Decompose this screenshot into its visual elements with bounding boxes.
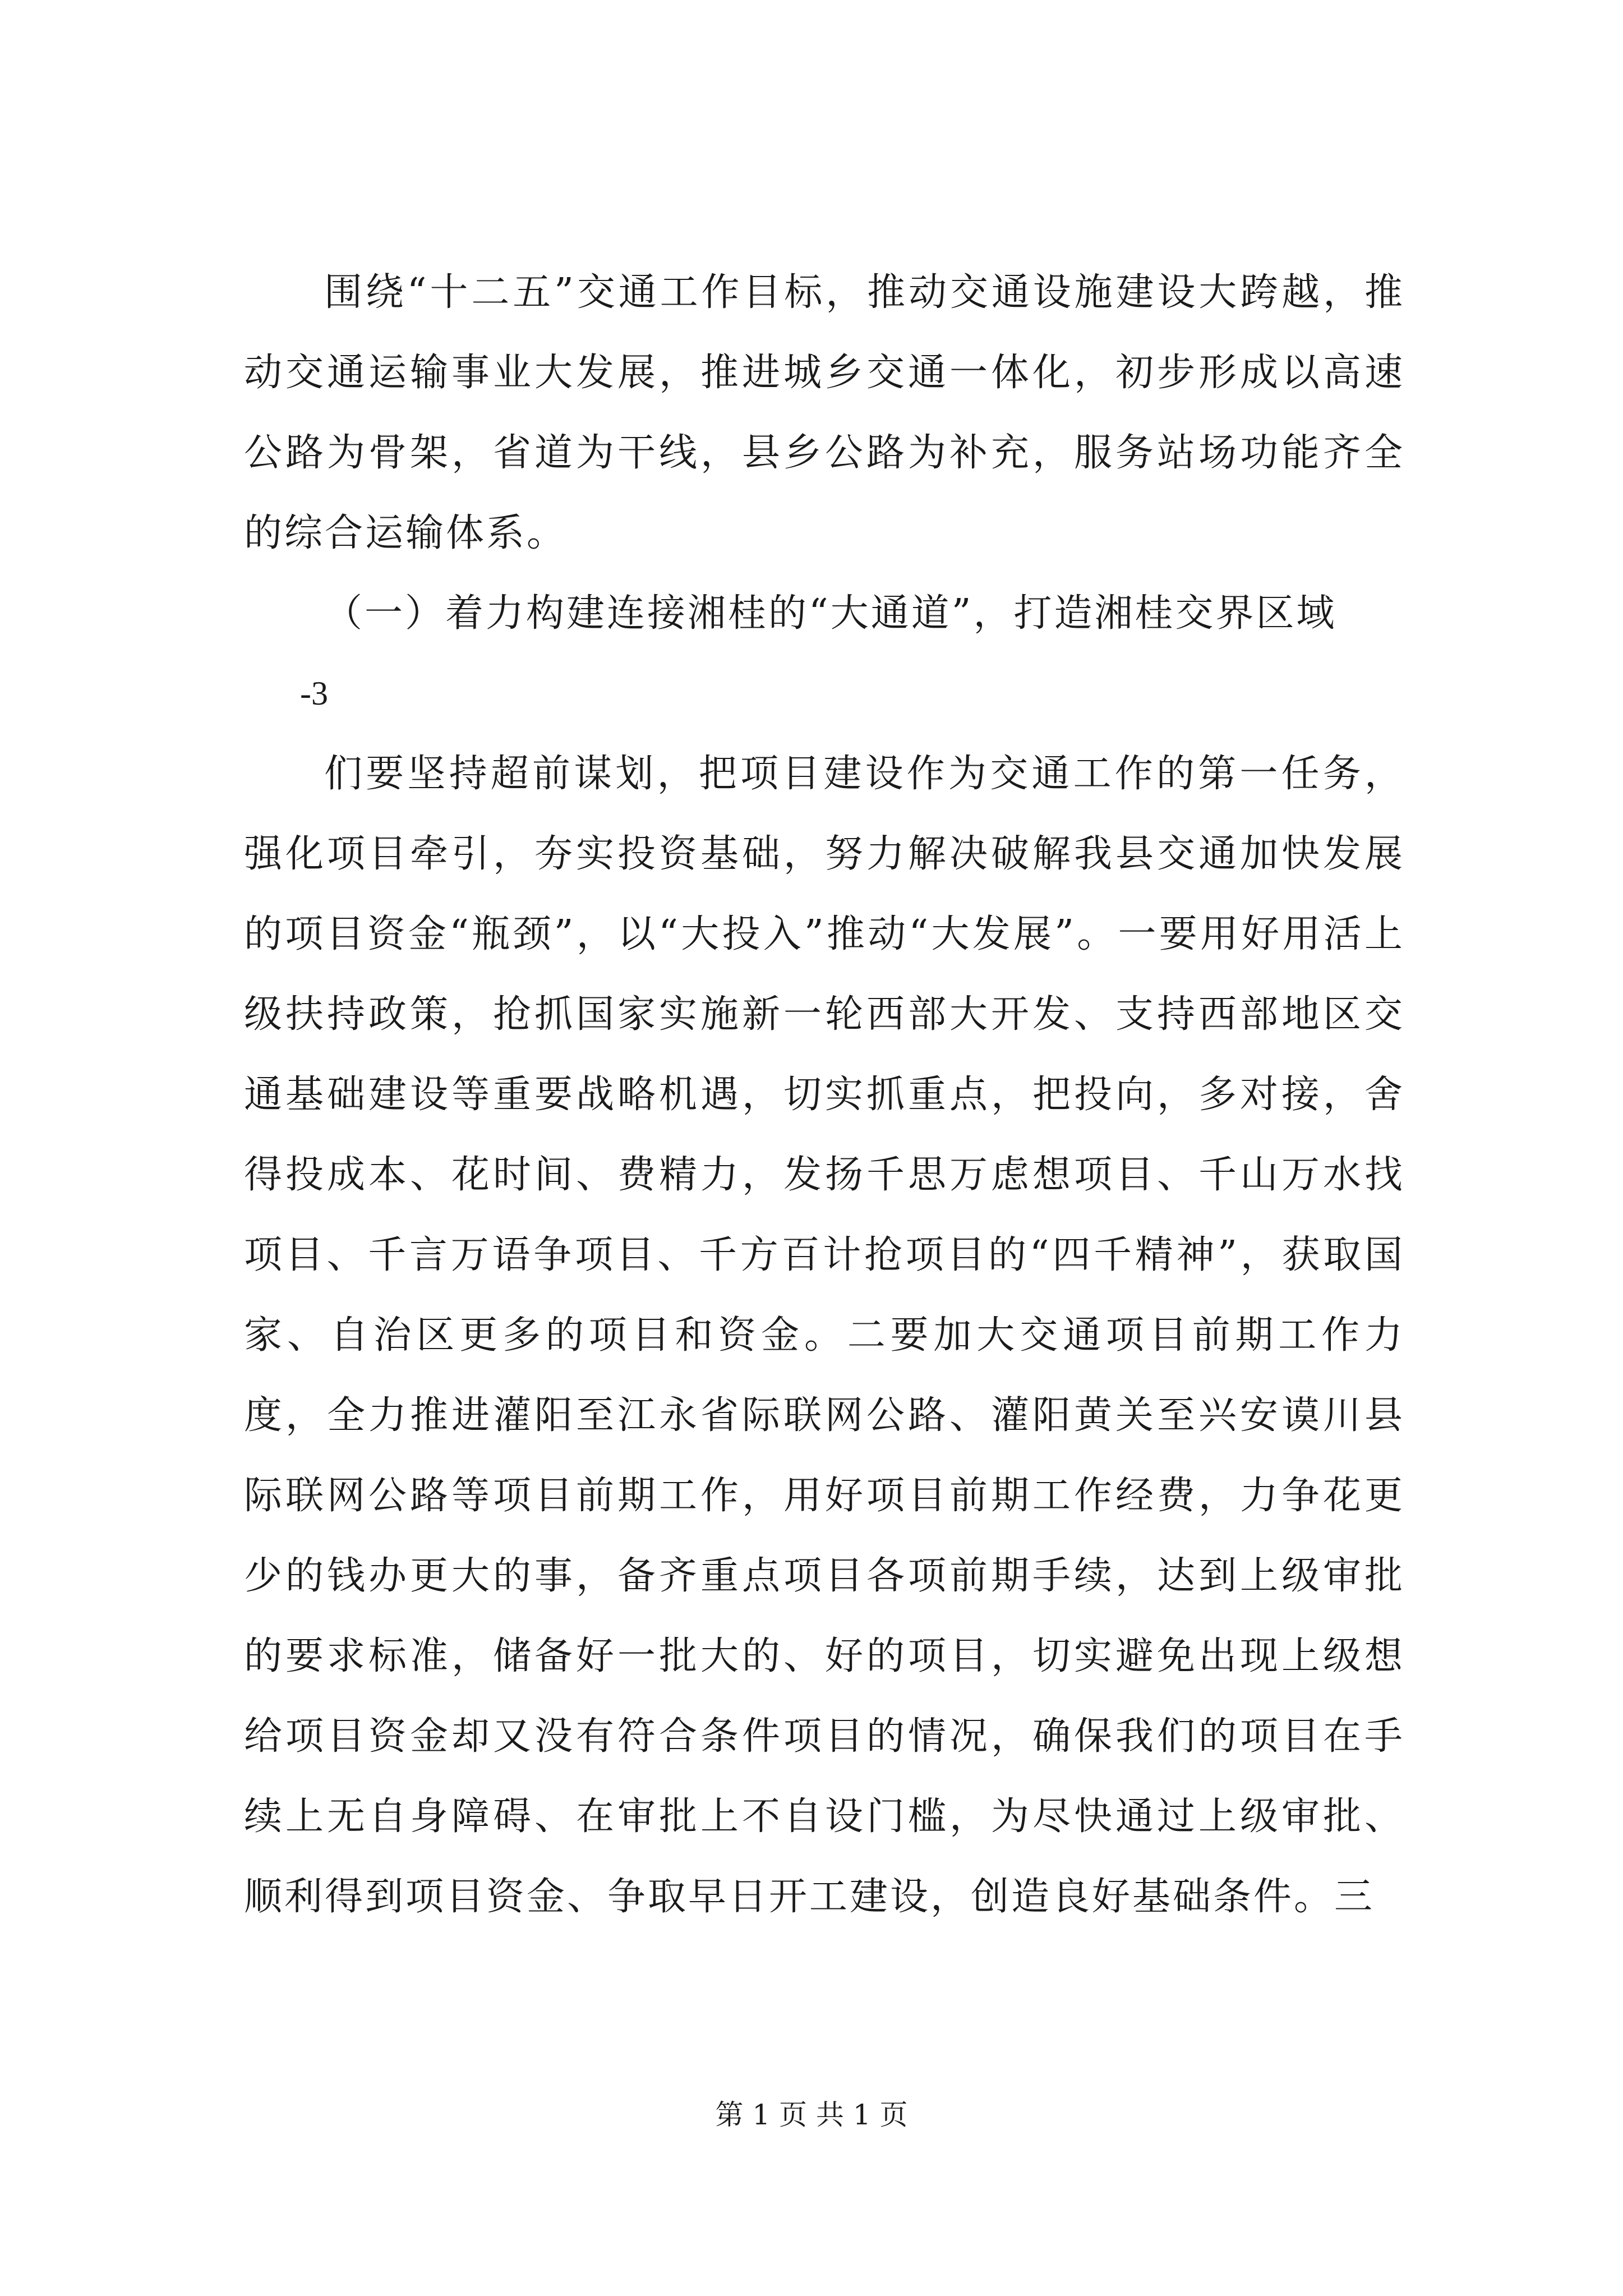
page-marker: -3 — [300, 675, 328, 712]
paragraph-body: 们要坚持超前谋划，把项目建设作为交通工作的第一任务，强化项目牵引，夯实投资基础，努力解决破解我县交通加快发展的项目资金“瓶颈”，以“大投入”推动“大发展”。一要用好用活上级扶持政策，抢抓国家实施新一轮西部大开发、支持西部地区交通基础建设等重要战略机遇，切实抓重点，把投向，多对接，舍得投成本、花时间、费精力，发扬千思万虑想项目、千山万水找项目、千言万语争项目、千方百计抢项目的“四千精神”，获取国家、自治区更多的项目和资金。二要加大交通项目前期工作力度，全力推进灌阳至江永省际联网公路、灌阳黄关至兴安谟川县际联网公路等项目前期工作，用好项目前期工作经费，力争花更少的钱办更大的事，备齐重点项目各项前期手续，达到上级审批的要求标准，储备好一批大的、好的项目，切实避免出现上级想给项目资金却又没有符合条件项目的情况，确保我们的项目在手续上无自身障碍、在审批上不自设门槛，为尽快通过上级审批、顺利得到项目资金、争取早日开工建设，创造良好基础条件。三 — [244, 752, 1405, 1919]
page-footer: 第 1 页 共 1 页 — [715, 2099, 908, 2131]
section-heading: （一）着力构建连接湘桂的“大通道”，打造湘桂交界区域 — [324, 591, 1337, 636]
document-body — [244, 252, 1405, 1937]
paragraph-intro: 围绕“十二五”交通工作目标，推动交通设施建设大跨越，推动交通运输事业大发展，推进城乡交通一体化，初步形成以高速公路为骨架，省道为干线，县乡公路为补充，服务站场功能齐全的综合运输体系。 — [244, 270, 1405, 555]
